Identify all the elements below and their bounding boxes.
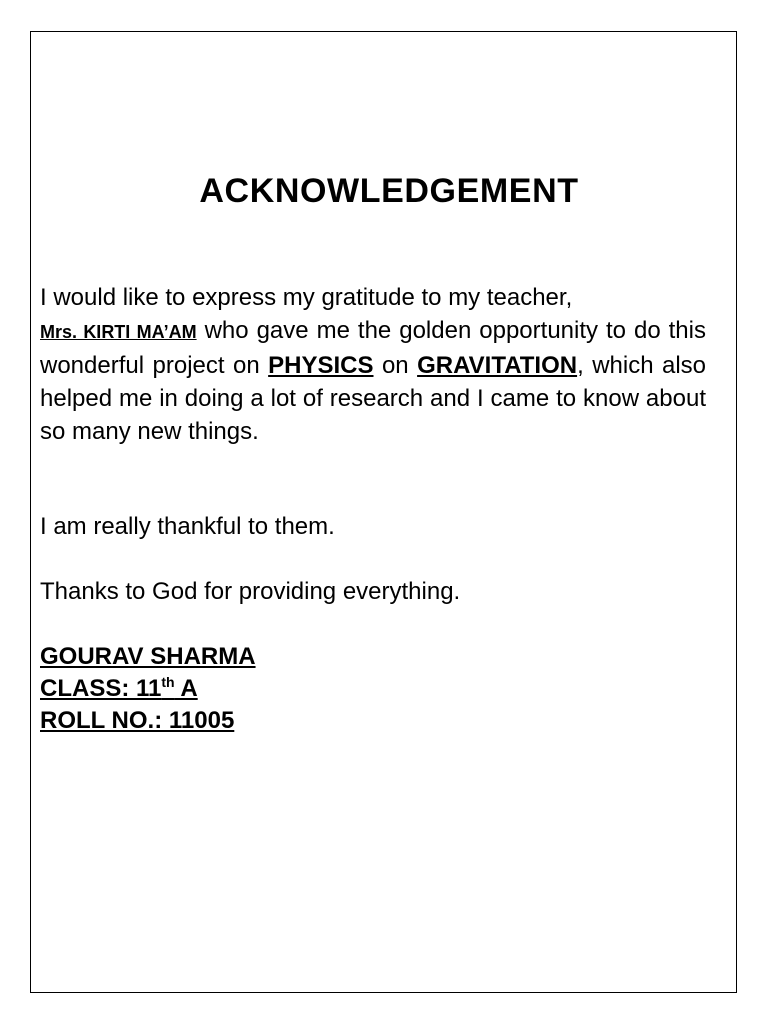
subject-name: PHYSICS bbox=[268, 352, 374, 379]
gratitude-text-b: on bbox=[373, 352, 418, 379]
class-superscript: th bbox=[161, 674, 175, 690]
roll-number: ROLL NO.: 11005 bbox=[40, 707, 235, 734]
signature-block bbox=[40, 641, 256, 737]
god-thanks-paragraph: Thanks to God for providing everything. bbox=[40, 578, 461, 605]
gratitude-paragraph bbox=[40, 281, 706, 448]
gratitude-text-c: , which also helped me in doing a lot of research and I came to know about so many new things. bbox=[40, 352, 707, 445]
gratitude-opening-line: I would like to express my gratitude to my teacher, bbox=[40, 284, 573, 311]
gratitude-text-a: who gave me the golden opportunity to do this wonderful project on bbox=[40, 317, 706, 379]
page-title: ACKNOWLEDGEMENT bbox=[199, 172, 579, 210]
thanks-paragraph: I am really thankful to them. bbox=[40, 513, 335, 540]
class-section: A bbox=[174, 675, 198, 702]
teacher-name: Mrs. KIRTI MA’AM bbox=[40, 322, 197, 342]
student-name: GOURAV SHARMA bbox=[40, 643, 256, 670]
project-topic: GRAVITATION bbox=[417, 352, 578, 379]
student-class bbox=[40, 673, 256, 705]
class-prefix: CLASS: 11 bbox=[40, 675, 162, 702]
